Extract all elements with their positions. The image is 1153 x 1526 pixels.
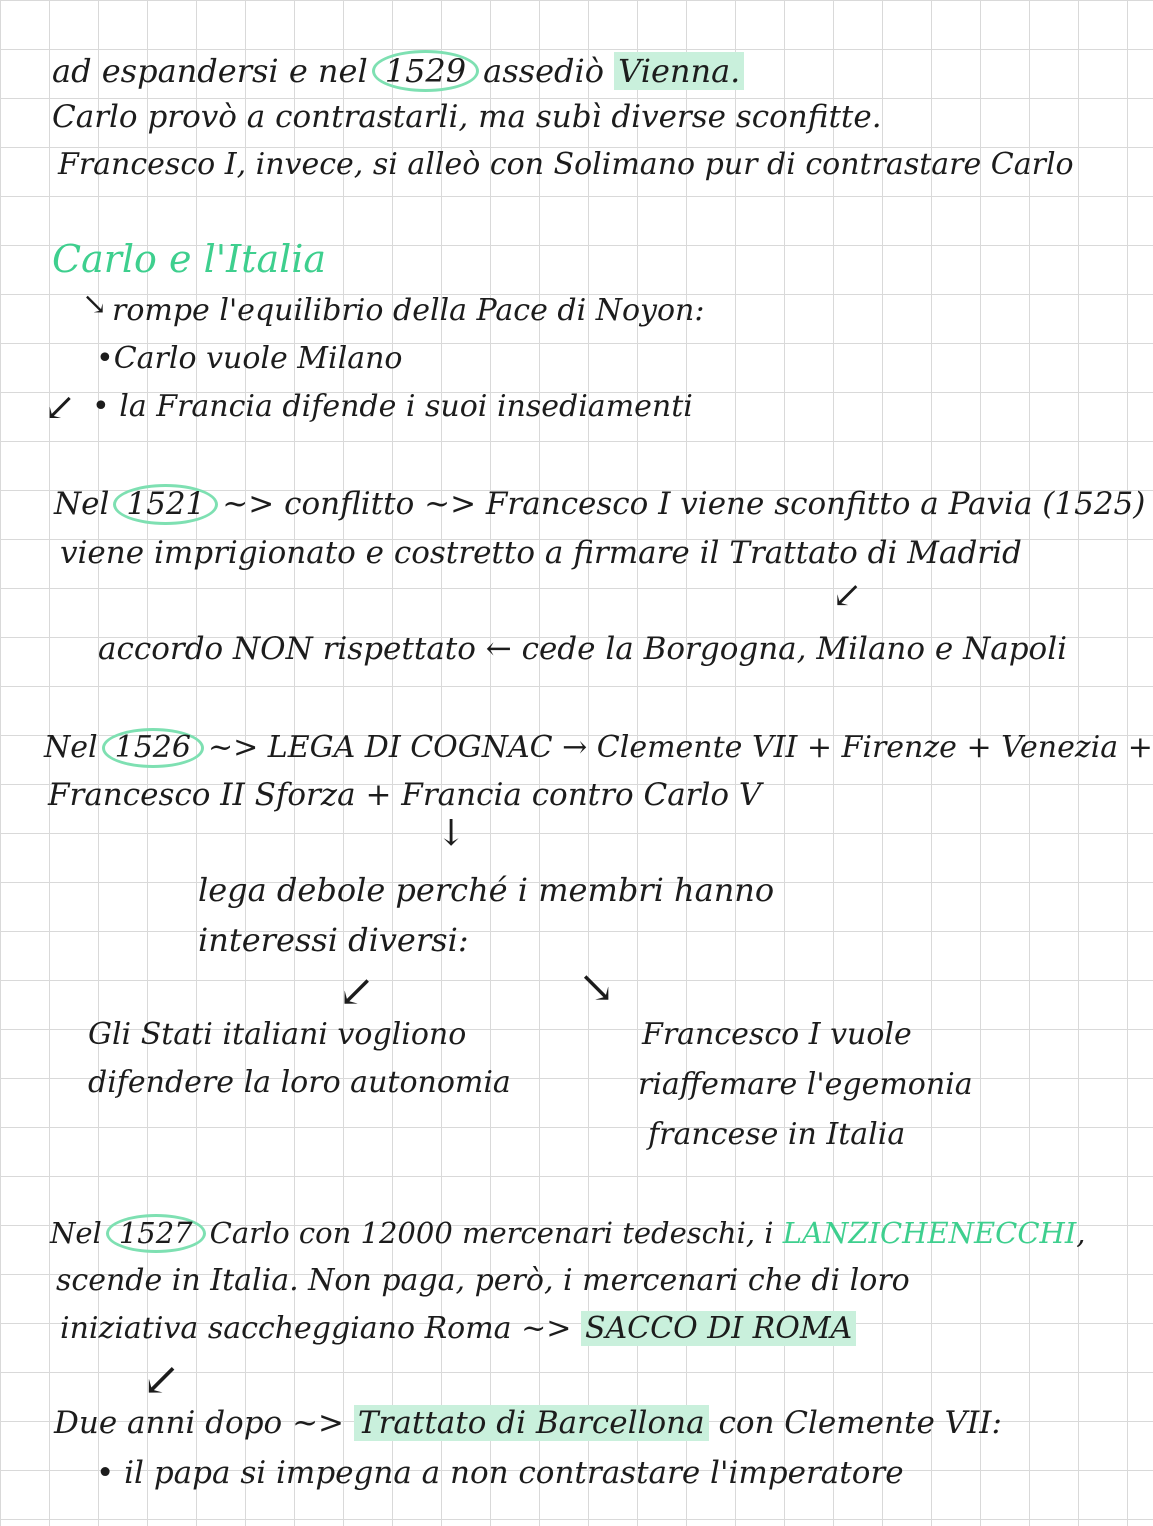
highlight-vienna: Vienna. xyxy=(614,52,744,90)
text: ~> conflitto ~> Francesco I viene sconfitto a Pavia (1525) xyxy=(222,486,1146,522)
line-interessi: interessi diversi: xyxy=(198,921,469,959)
line-solimano: Francesco I, invece, si alleò con Solimano pur di contrastare Carlo xyxy=(58,147,1074,182)
text: Nel xyxy=(44,730,98,765)
right-branch-line-1: Francesco I vuole xyxy=(642,1017,912,1052)
text: , xyxy=(1076,1216,1086,1250)
line-1529 xyxy=(52,50,744,92)
line-lega-debole: lega debole perché i membri hanno xyxy=(198,871,775,909)
arrow-down-right-icon: ↘ xyxy=(578,962,615,1013)
text: Nel xyxy=(50,1216,102,1250)
bullet-pace-noyon: rompe l'equilibrio della Pace di Noyon: xyxy=(112,293,705,328)
text: ad espandersi e nel xyxy=(52,52,368,90)
text: iniziativa saccheggiano Roma ~> xyxy=(60,1311,572,1346)
right-branch-line-3: francese in Italia xyxy=(648,1117,906,1152)
right-branch-line-2: riaffemare l'egemonia xyxy=(638,1067,973,1102)
year-circle-1527: 1527 xyxy=(106,1214,206,1253)
line-1521 xyxy=(54,484,1145,525)
text: assediò xyxy=(483,52,604,90)
arrow-down-right-icon: ↘ xyxy=(82,287,108,322)
lanzichenecchi-term: LANZICHENECCHI xyxy=(782,1216,1077,1250)
text: Carlo con 12000 mercenari tedeschi, i xyxy=(209,1216,774,1250)
line-trattato-madrid: viene imprigionato e costretto a firmare il Trattato di Madrid xyxy=(60,535,1022,571)
year-circle-1521: 1521 xyxy=(113,484,218,525)
left-branch-line-2: difendere la loro autonomia xyxy=(88,1065,511,1100)
text: Due anni dopo ~> xyxy=(54,1405,345,1441)
line-carlo-sconfitte: Carlo provò a contrastarli, ma subì diverse sconfitte. xyxy=(52,99,882,135)
year-circle-1526: 1526 xyxy=(102,728,204,768)
text: Nel xyxy=(54,486,110,522)
section-heading: Carlo e l'Italia xyxy=(52,237,327,281)
line-papa: • il papa si impegna a non contrastare l'imperatore xyxy=(96,1455,904,1491)
arrow-down-left-icon: ↙ xyxy=(142,1352,181,1406)
line-scende-italia: scende in Italia. Non paga, però, i mercenari che di loro xyxy=(56,1263,910,1298)
line-1526 xyxy=(44,728,1153,768)
year-circle-1529: 1529 xyxy=(372,50,479,92)
line-sacco xyxy=(60,1311,856,1346)
highlight-sacco-di-roma: SACCO DI ROMA xyxy=(581,1311,856,1346)
text: con Clemente VII: xyxy=(718,1405,1002,1441)
arrow-down-left-icon: ↙ xyxy=(832,575,863,616)
bullet-francia: • la Francia difende i suoi insediamenti xyxy=(92,389,693,424)
text: ~> LEGA DI COGNAC → Clemente VII + Firenze + Venezia + xyxy=(207,730,1153,765)
line-accordo: accordo NON rispettato ← cede la Borgogna, Milano e Napoli xyxy=(98,631,1068,667)
line-due-anni xyxy=(54,1405,1002,1441)
arrow-down-left-icon: ↙ xyxy=(44,385,76,429)
left-branch-line-1: Gli Stati italiani vogliono xyxy=(88,1017,467,1052)
line-1527 xyxy=(50,1214,1086,1253)
bullet-milano: •Carlo vuole Milano xyxy=(96,341,403,376)
line-cognac-members: Francesco II Sforza + Francia contro Carlo V xyxy=(48,777,762,813)
arrow-down-left-icon: ↙ xyxy=(338,966,375,1017)
arrow-down-icon: ↓ xyxy=(436,813,467,854)
highlight-trattato-barcellona: Trattato di Barcellona xyxy=(354,1405,709,1441)
